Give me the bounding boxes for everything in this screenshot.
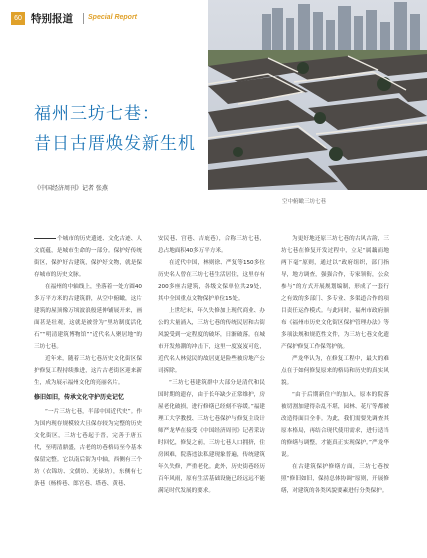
aerial-photo xyxy=(208,0,427,190)
subheading: 修旧如旧，传承文化守护历史记忆 xyxy=(34,394,125,401)
paragraph: 近年来，随着三坊七巷历史文化街区保护修复工程持续推进，这片古老街区迎来新生，成为展示福州文化的亮丽名片。 xyxy=(34,356,142,386)
paragraph: “一片三坊七巷，半部中国近代史”。作为国内现存规模较大且保存较为完整的历史文化街区，三坊七巷起于晋，完善于唐五代，至明清鼎盛，古老的坊巷格局至今基本保留完整。它以南后街为中轴，西侧有三个坊（衣锦坊、文儒坊、光禄坊），东侧有七条巷（杨桥巷、郎官巷、塔巷、黄巷、 xyxy=(34,409,142,487)
drop-rule xyxy=(34,238,56,239)
paragraph-text: 个城市的历史遗迹、文化古迹、人文底蕴，是城市生命的一部分。保护好传统街区，保护好古建筑，保护好文物，就是保存城市的历史文脉。 xyxy=(34,236,142,278)
article-title-line-1: 福州三坊七巷： xyxy=(34,104,160,124)
aerial-photo-illustration xyxy=(208,0,427,190)
paragraph: 在古建筑保护修缮方面，三坊七巷按照“修旧如旧，保持总体协调”原则，开展修缮，对建筑的各类风貌要素进行分类保护。 xyxy=(281,464,389,494)
paragraph: “三坊七巷建筑群中大部分是清代和民国时期的遗存，由于长年缺少正常维护，房屋老化破损，进行修缮已经刻不容缓。”福建理工大学教授、三坊七巷保护与修复主设计师严龙华在接受《中国经济周刊》记者采访时回忆，修复之前，三坊七巷人口拥挤，住房困难，院落违法私建现象普遍，传统建筑年久失修，严重老化。此外，历史街巷经历百年风雨，原有生活基础设施已经远远不能满足时代发展的要求。 xyxy=(158,380,265,494)
paragraph: “由于后期新住户的加入，原本的院落被切割加建得杂乱不堪，园林、花厅等都被改造得面目全非。为此，我们需要先调查其原本格局，再结合现代使用需求，进行适当的修缮与调整，才能真正实现保护。”严龙华说。 xyxy=(281,392,389,458)
paragraph: 安民巷、宫巷、吉庇巷），合称三坊七巷，总占地面积40多万平方米。 xyxy=(158,236,265,254)
paragraph: 在福州的中轴线上，坐落着一处方圆40多万平方米的古建筑群，从空中俯瞰，这片建筑的屋顶像万顷波浪般延伸铺展开来，画面甚是壮观，这就是被誉为“里坊制度活化石”“明清建筑博物馆”“近代名人聚居地”的三坊七巷。 xyxy=(34,284,142,350)
paragraph: 在近代中国，林则徐、严复等150多位历史名人曾在三坊七巷生活居住，这里存有200多座古建筑，各级文保单位共29处，其中全国重点文物保护单位15处。 xyxy=(158,260,265,302)
page-number: 60 xyxy=(11,12,25,25)
paragraph: 严龙华认为，在修复工程中，最大的难点在于如何修复原来的格局和历史的真实风貌。 xyxy=(281,356,389,386)
section-title: 特别报道 xyxy=(31,13,73,25)
section-divider xyxy=(83,13,84,24)
section-title-en: Special Report xyxy=(88,14,138,21)
article-byline: 《中国经济周刊》记者 张燕 xyxy=(34,185,108,192)
article-column-2 xyxy=(158,233,265,497)
paragraph: 为更好地还原三坊七巷的古风古韵，三坊七巷在修复开发过程中，立足“属藕而地两下毫”原则，通过以“政府组织，部门指导，地方调查，强强合作，专家领衔，公众参与”的方式开展规划编制，形成了一套行之有效的多部门、多专业、多渠道合作的项目责任运作模式。与此同时，福州市政府颁布《福州市历史文化街区保护管理办法》等多项法规和规范性文件，为三坊七巷文化遗产保护修复工作保驾护航。 xyxy=(281,236,389,350)
article-column-3 xyxy=(281,233,389,497)
article-column-1 xyxy=(34,233,142,490)
photo-caption: 空中俯瞰三坊七巷 xyxy=(282,199,327,205)
paragraph: 上世纪末，年久失修加上现代商业、办公的大量涌入，三坊七巷的传统民居和古街风貌受到一定程度的破坏，日渐破落。在城市开发热潮的冲击下，这里一度岌岌可危，近代名人林觉民的故居更是险些被房地产公司拆除。 xyxy=(158,308,265,374)
paragraph xyxy=(34,233,142,281)
article-title-line-2: 昔日古厝焕发新生机 xyxy=(34,134,196,154)
